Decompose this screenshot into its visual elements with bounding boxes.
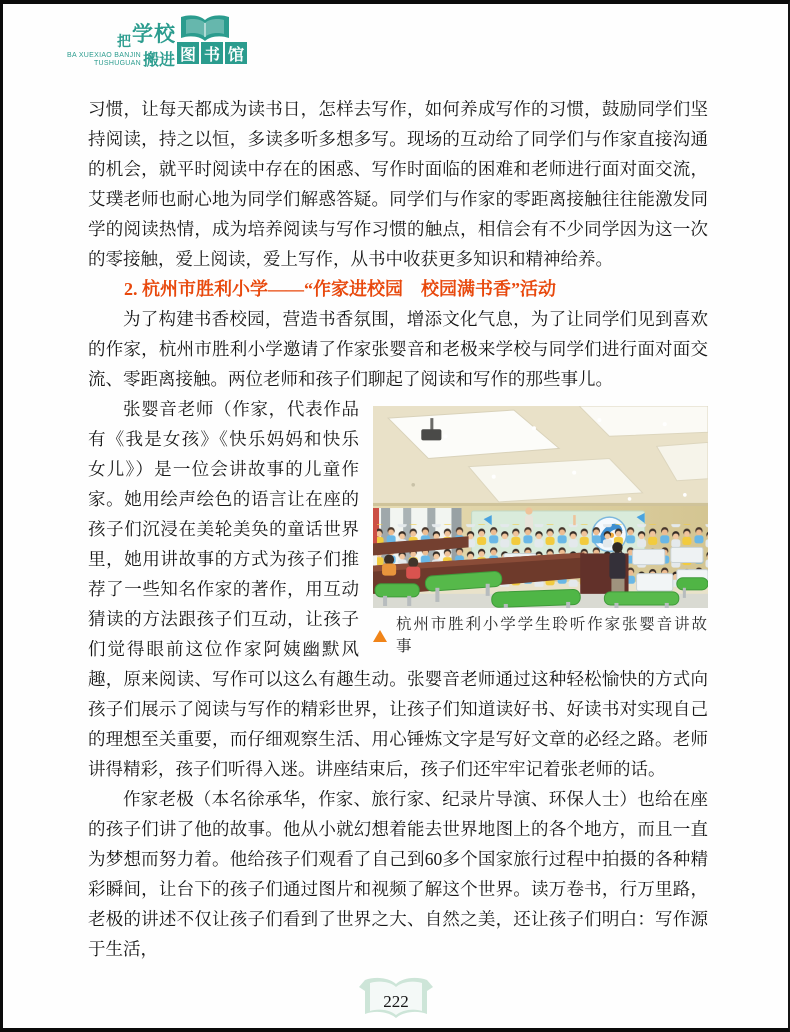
logo-block-tu: 图: [177, 42, 199, 64]
logo-char-ba: 把: [117, 35, 131, 50]
logo-pinyin: [67, 52, 141, 68]
paragraph-1: 习惯，让每天都成为读书日，怎样去写作，如何养成写作的习惯，鼓励同学们坚持阅读，持之以恒，多读多听多想多写。现场的互动给了同学们与作家直接沟通的机会，就平时阅读中存在的困惑、写作时面临的困难和老师进行面对面交流，艾璞老师也耐心地为同学们解惑答疑。同学们与作家的零距离接触往往能激发同学的阅读热情，成为培养阅读与写作习惯的触点，相信会有不少同学因为这一次的零接触，爱上阅读，爱上写作，从书中收获更多知识和精神给养。: [88, 99, 708, 269]
logo-block-guan: 馆: [225, 42, 247, 64]
page-footer: [3, 976, 788, 1024]
paragraph-2: 为了构建书香校园，营造书香氛围，增添文化气息，为了让同学们见到喜欢的作家，杭州市胜利小学邀请了作家张婴音和老极来学校与同学们进行面对面交流、零距离接触。两位老师和孩子们聊起了阅读和写作的那些事儿。: [88, 309, 708, 389]
caption-text: 杭州市胜利小学学生聆听作家张婴音讲故事: [396, 616, 708, 655]
logo-blocks: [177, 42, 247, 64]
open-book-icon: [177, 14, 233, 42]
section-heading: 2. 杭州市胜利小学——“作家进校园 校园满书香”活动: [124, 279, 556, 299]
logo-pinyin-line2: TUSHUGUAN: [93, 60, 141, 67]
footer-book-icon: [358, 976, 434, 1024]
figure-caption: [373, 614, 708, 658]
classroom-figure: [373, 406, 708, 658]
logo-block-shu: 书: [201, 42, 223, 64]
caption-triangle-icon: [373, 630, 387, 642]
paragraph-3: 张婴音老师（作家，代表作品有《我是女孩》《快乐妈妈和快乐女儿》）是一位会讲故事的儿童作家。她用绘声绘色的语言让在座的孩子们沉浸在美轮美奂的童话世界里，她用讲故事的方式为孩子们推荐了一些知名作家的著作，用互动猜读的方法跟孩子们互动，让孩子们觉得眼前这位作家阿姨幽默风趣，原来阅读、写作可以这么有趣生动。张婴音老师通过这种轻松愉快的方式向孩子们展示了阅读与写作的精彩世界，让孩子们知道读好书、好读书对实现自己的理想至关重要，而仔细观察生活、用心锤炼文字是写好文章的必经之路。老师讲得精彩，孩子们听得入迷。讲座结束后，孩子们还牢牢记着张老师的话。: [88, 399, 708, 779]
logo-pinyin-line1: BA XUEXIAO BANJIN: [67, 52, 141, 59]
paragraph-4: 作家老极（本名徐承华，作家、旅行家、纪录片导演、环保人士）也给在座的孩子们讲了他的故事。他从小就幻想着能去世界地图上的各个地方，而且一直为梦想而努力着。他给孩子们观看了自己到60多个国家旅行过程中拍摄的各种精彩瞬间，让台下的孩子们通过图片和视频了解这个世界。读万卷书，行万里路，老极的讲述不仅让孩子们看到了世界之大、自然之美，还让孩子们明白：写作源于生活，: [88, 789, 708, 959]
logo-word-xuexiao: 学校: [132, 22, 176, 46]
page-text: [88, 94, 708, 964]
publisher-logo: [67, 14, 255, 70]
classroom-photo: [373, 406, 708, 608]
logo-word-banjin: 搬进: [143, 52, 176, 69]
page-number: 222: [382, 992, 409, 1011]
